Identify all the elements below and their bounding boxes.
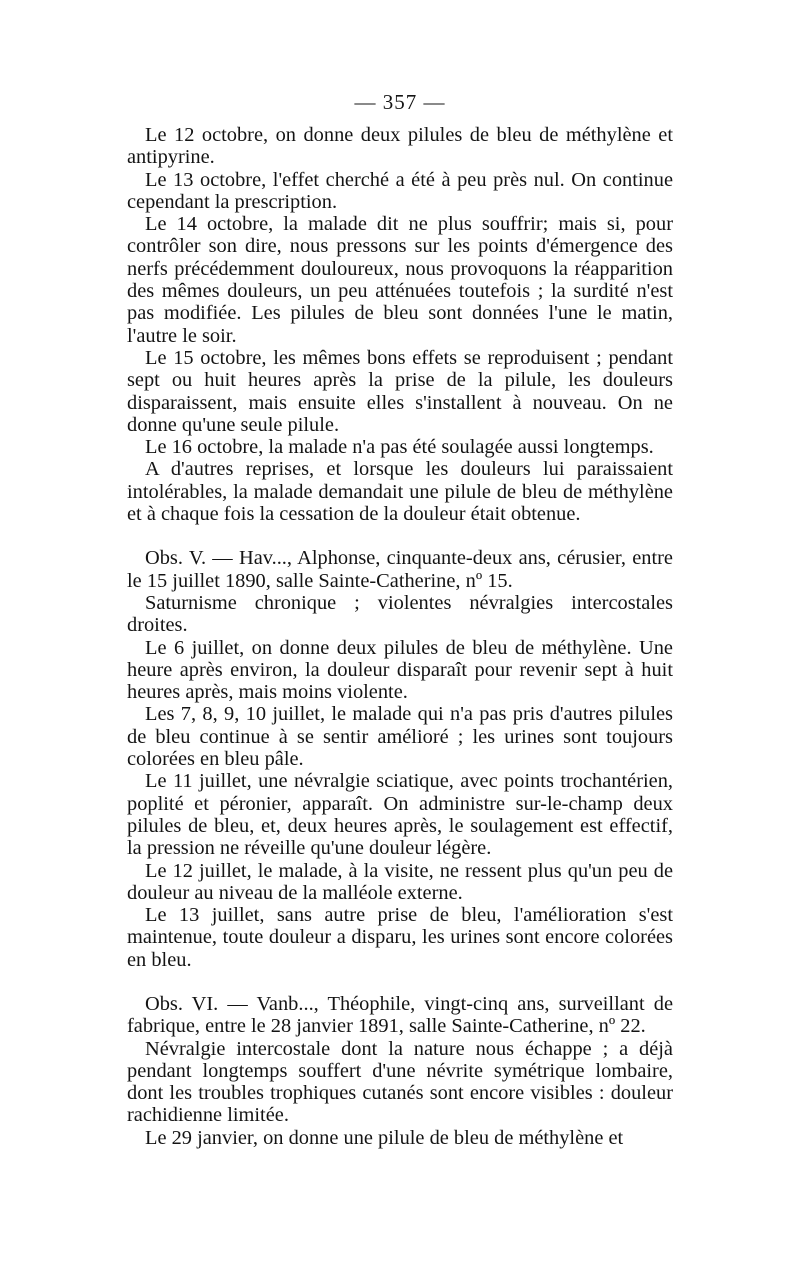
page-number: — 357 — [354, 90, 446, 114]
section-gap [127, 971, 673, 993]
paragraph-oct-16: Le 16 octobre, la malade n'a pas été soulagée aussi longtemps. [145, 436, 654, 459]
body-text [127, 124, 673, 1149]
paragraph-jul-11: Le 11 juillet, une névralgie sciatique, avec points trochantérien, poplité et péronier, apparaît. On administre sur-le-champ deux pilules de bleu, et, deux heures après, le soulagement est effectif, la pression ne réveille qu'une douleur légère. [127, 770, 673, 860]
paragraph-oct-12: Le 12 octobre, on donne deux pilules de bleu de méthylène et antipyrine. [127, 124, 673, 169]
paragraph-jul-6: Le 6 juillet, on donne deux pilules de bleu de méthylène. Une heure après environ, la douleur disparaît pour revenir sept à huit heures après, mais moins violente. [127, 636, 673, 704]
paragraph-jul-12: Le 12 juillet, le malade, à la visite, ne ressent plus qu'un peu de douleur au niveau de la malléole externe. [127, 859, 673, 904]
paragraph-oct-15: Le 15 octobre, les mêmes bons effets se reproduisent ; pendant sept ou huit heures après la prise de la pilule, les douleurs disparaissent, mais ensuite elles s'installent à nouveau. On ne donne qu'une seule pilule. [127, 346, 673, 436]
paragraph-oct-13: Le 13 octobre, l'effet cherché a été à peu près nul. On continue cependant la prescription. [127, 168, 673, 213]
paragraph-jan-29: Le 29 janvier, on donne une pilule de bleu de méthylène et [145, 1126, 624, 1149]
paragraph-other-occasions: A d'autres reprises, et lorsque les douleurs lui paraissaient intolérables, la malade demandait une pilule de bleu de méthylène et à chaque fois la cessation de la douleur était obtenue. [127, 458, 673, 526]
observation-6-diagnosis: Névralgie intercostale dont la nature nous échappe ; a déjà pendant longtemps souffert d'une névrite symétrique lombaire, dont les troubles trophiques cutanés sont encore visibles : douleur rachidienne limitée. [127, 1037, 673, 1127]
observation-5-heading: Obs. V. — Hav..., Alphonse, cinquante-deux ans, cérusier, entre le 15 juillet 1890, salle Sainte-Catherine, nº 15. [127, 547, 673, 592]
paragraph-oct-14: Le 14 octobre, la malade dit ne plus souffrir; mais si, pour contrôler son dire, nous pressons sur les points d'émergence des nerfs précédemment douloureux, nous provoquons la réapparition des mêmes douleurs, un peu atténuées toutefois ; la surdité n'est pas modifiée. Les pilules de bleu sont données l'une le matin, l'autre le soir. [127, 213, 673, 347]
section-gap [127, 525, 673, 547]
paragraph-jul-13: Le 13 juillet, sans autre prise de bleu, l'amélioration s'est maintenue, toute douleur a disparu, les urines sont encore colorées en bleu. [127, 904, 673, 971]
observation-5-diagnosis: Saturnisme chronique ; violentes névralgies intercostales droites. [127, 591, 673, 637]
observation-6-heading: Obs. VI. — Vanb..., Théophile, vingt-cinq ans, surveillant de fabrique, entre le 28 janvier 1891, salle Sainte-Catherine, nº 22. [127, 992, 673, 1038]
paragraph-jul-7-10: Les 7, 8, 9, 10 juillet, le malade qui n'a pas pris d'autres pilules de bleu continue à se sentir amélioré ; les urines sont toujours colorées en bleu pâle. [127, 703, 673, 771]
